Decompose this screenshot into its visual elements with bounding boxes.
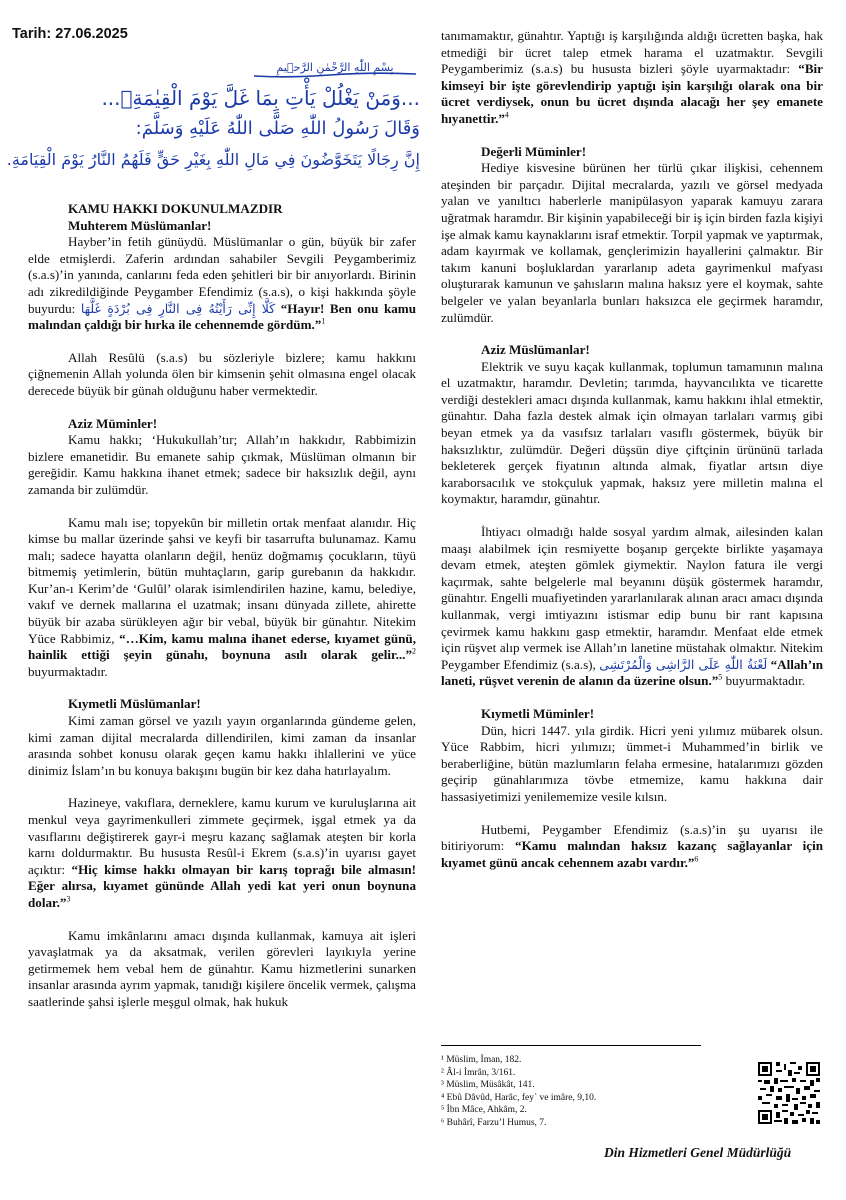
footnote-3: ³ Müslim, Müsâkât, 141. [441,1080,535,1091]
hadith-intro-arabic: وَقَالَ رَسُولُ اللّٰهِ صَلَّى اللّٰهُ عَلَيْهِ وَسَلَّمَ: [135,118,420,139]
qr-code-icon[interactable] [756,1060,822,1126]
footnote-4: ⁴ Ebû Dâvûd, Harâc, fey` ve imâre, 9,10. [441,1092,597,1103]
footnote-ref-1: 1 [321,316,326,326]
basmala-calligraphy [250,56,420,82]
salutation-degerli: Değerli Müminler! [481,143,587,159]
paragraph-8: Hediye kisvesine bürünen her türlü çıkar ilişkisi, cehennem ateşinden bir parçadır. Dijital mecralarda, yazılı ve görsel medyada yalan ve yanıltıcı haberlerle manipülasyon yaparak kamuyu zarara uğratmak haramdır. Bir kişinin yapabileceği bir iş için birden fazla kişiyi işe almak kamu kaynaklarını israf etmektir. Torpil yapmak ve yaptırmak, adam kayırmak ve kollamak, gençlerimizin hayallerini çalmaktır. Bir takım kanuni boşluklardan yararlanıp adeta gayrimenkul mafyası oluşturarak kamunun ve şahısların malına haksız yere el koymak, sahte belgeler ve yalan beyanlarla bunları haksızca ele geçirmek haramdır, zulümdür. [441,160,823,325]
salutation-kiymetli-mu: Kıymetli Müslümanlar! [68,696,201,712]
paragraph-10-end: buyurmaktadır. [722,673,806,689]
paragraph-7: Kamu imkânlarını amacı dışında kullanmak, kamuya ait işleri yavaşlatmak ya da aksatmak, verilen görevleri layıkıyla yerine getirmemek hem vebal hem de günahtır. Kamu hizmetlerini sunarken insanlar arasında ayrım yapmak, tanıdığı kişilere öncelik vermek, çalışma saatlerinde şahsi işlerle meşgul olmak, hak hukuk [28,927,416,1009]
salutation-kiymetli-muminler: Kıymetli Müminler! [481,705,595,721]
footnote-ref-2: 2 [412,646,416,656]
hadith-inline-arabic-2: لَعْنَةُ اللّٰهِ عَلَى الرَّاشِى وَالْمُرْتَشِى [599,656,768,672]
paragraph-6-text: Hazineye, vakıflara, derneklere, kamu kurum ve kuruluşlarına ait menkul veya gayrimenkulleri zimmete geçirmek, işgal etmek ya da vasıflarını değiştirerek gayr-i meşru kazanç sağlamak ateşten bir korla karnı doldurmaktır. Bu hususta Resûl-i Ekrem (s.a.s)’in uyarısı gayet açıktır: [28,795,416,877]
paragraph-11: Dün, hicri 1447. yıla girdik. Hicri yeni yılımız mübarek olsun. Yüce Rabbim, hicri yılımızı; ümmet-i Muhammed’in birlik ve beraberliğine, bütün mazlumların felaha ermesine, hatalarımızı gözden geçirip günahlarımıza tövbe etmemize, kamu hakkına dair hassasiyetimizi yenilememize vesile kılsın. [441,722,823,804]
paragraph-2: Allah Resûlü (s.a.s) bu sözleriyle bizlere; kamu hakkını çiğnemenin Allah yolunda ölen bir kimsenin şehit olmasına engel olacak derecede büyük bir günah olduğunu haber vermektedir. [28,349,416,398]
footnote-6: ⁶ Buhârî, Farzu’l Humus, 7. [441,1117,547,1128]
paragraph-7-continued [441,28,823,128]
paragraph-5: Kimi zaman görsel ve yazılı yayın organlarında gündeme gelen, kimi zaman dijital mecralarda dillendirilen, kimi zaman da insanlar arasında sohbet konusu olarak geçen kamu hakkı ihlallerini ve yüce dinimiz İslam’ın bu konuya bakışını bugün bir kez daha hatırlayalım. [28,713,416,778]
footnote-ref-5: 5 [718,673,723,683]
hadith-quote-4: “Bir kimseyi bir işte görevlendirip yaptığı işin karşılığı olarak ona bir ücret verdiysek, onun bu ücret dışında alacağı her şey emanete hıyanettir.” [441,61,823,126]
footnote-ref-3: 3 [66,894,71,904]
paragraph-10-text: İhtiyacı olmadığı halde sosyal yardım almak, ailesinden kalan maaşı alabilmek için resmiyette boşanıp gerçekte birlikte yaşamaya devam etmek, ateşten gömlek giymektir. Naylon fatura ile vergi kaçırmak, sahte belgelerle mal beyanını düşük göstermek haramdır, günahtır. Engelli muafiyetinden yararlanılarak alınan aracı amacı dışında kullanmak, vergi imtiyazını istismar edip bunu bir rant kapısına çevirmek kamu hakkını gasp etmektir, haramdır. Menfaat elde etmek için rüşvet alıp vermek ise Allah’ın lanetine müstahak olmaktır. Nitekim Peygamber Efendimiz (s.a.s), [441,524,823,672]
paragraph-6 [28,795,416,911]
paragraph-4-end: buyurmaktadır. [28,663,108,679]
basmala-text: بِسْمِ اللّٰهِ الرَّحْمٰنِ الرَّح۪يمِ [276,61,394,74]
salutation-muhterem: Muhterem Müslümanlar! [68,217,212,233]
footnote-ref-6: 6 [694,854,699,864]
salutation-aziz-mu: Aziz Müminler! [68,415,158,431]
hadith-inline-arabic-1: كَلَّا إِنِّى رَأَيْتُهُ فِى النَّارِ فِى بُرْدَةٍ غَلَّهَا [80,300,276,316]
right-column [441,28,823,871]
hadith-arabic: إِنَّ رِجَالًا يَتَخَوَّضُونَ فِي مَالِ اللّٰهِ بِغَيْرِ حَقٍّ فَلَهُمُ النَّارُ يَوْمَ الْقِيَامَةِ. [6,150,420,169]
verse-arabic: ...وَمَنْ يَغْلُلْ يَأْتِ بِمَا غَلَّ يَوْمَ الْقِيٰمَةِۚ... [101,86,420,110]
footnote-1: ¹ Müslim, İman, 182. [441,1055,522,1065]
hadith-quote-1: “Hayır! Ben onu kamu malından çaldığı bir hırka ile cehennemde gördüm.” [28,300,416,333]
hadith-quote-5: “Allah’ın laneti, rüşvet verenin de alanın da üzerine olsun.” [441,656,823,689]
paragraph-4-text: Kamu malı ise; topyekûn bir milletin ortak menfaat alanıdır. Hiç kimse bu mallar üzerinde şahsi ve keyfi bir tasarrufta bulunamaz. Kamu malı; sadece hayatta olanların değil, henüz doğmamış çocukların, tüyü bitmemiş yetimlerin, bütün muhtaçların, garip gurebanın da hakkıdır. Kur’an-ı Kerim’de ‘Gulûl’ olarak isimlendirilen hazine, kamu, belediye, vakıf ve dernek mallarına el uzatmak; insanı dünyada zillete, ahirette büyük bir azaba sürükleyen ağır bir vebal, büyük bir günahtır. Nitekim Yüce Rabbimiz, [28,514,416,646]
paragraph-9: Elektrik ve suyu kaçak kullanmak, toplumun tamamının malına el uzatmaktır, haramdır. Devletin; tarımda, hayvancılıkta ve ticarette verdiği destekleri amacı dışında kullanmak, kamu hakkını ihlal etmektir, günahtır. Daha fazla destek almak için olmayan tarlaları varmış gibi beyan etmek ya da vasıfsız tarlaları vasıflı göstermek, büyük bir haksızlıktır, zulümdür. Değeri düşsün diye çiftçinin ürününü tarlada bekleterek gerçek fiyatının altında almak, fiyatlar artsın diye karaborsacılık ve stokçuluk yapmak, haksız yere milletin malına el koymaktır, haramdır, günahtır. [441,358,823,507]
footnote-2: ² Âl-i İmrân, 3/161. [441,1067,516,1078]
paragraph-10 [441,524,823,690]
date-label: Tarih: 27.06.2025 [12,26,128,42]
left-column [28,201,416,1011]
paragraph-3: Kamu hakkı; ‘Hukukullah’tır; Allah’ın hakkıdır, Rabbimizin bizlere emanetidir. Bu emanete sahip çıkmak, Müslüman olmanın bir gereğidir. Kamu hakkına ihanet etmek; sadece bir haksızlık değil, aynı zamanda bir zulümdür. [28,432,416,497]
verse-quote: “…Kim, kamu malına ihanet ederse, kıyamet günü, hainlik ettiği şeyin günahı, boynuna asılı olarak gelir...” [28,630,416,663]
sermon-title: KAMU HAKKI DOKUNULMAZDIR [68,201,283,216]
footnotes [441,1045,701,1130]
paragraph-1-text: Hayber’in fetih günüydü. Müslümanlar o gün, büyük bir zafer elde etmişlerdi. Zaferin ardından sahabiler Sevgili Peygamberimiz (s.a.s)’in yanında, canlarını feda eden şehitleri bir bir anıyorlardı. Birinin adı zikredildiğinde Peygamber Efendimiz (s.a.s), o kişi hakkında şöyle buyurdu: [28,234,416,316]
signature: Din Hizmetleri Genel Müdürlüğü [604,1145,792,1160]
paragraph-1 [28,234,416,334]
paragraph-12-text: Hutbemi, Peygamber Efendimiz (s.a.s)’in şu uyarısı ile bitiriyorum: [441,821,823,854]
footnote-ref-4: 4 [504,110,509,120]
paragraph-4 [28,515,416,681]
footnote-5: ⁵ İbn Mâce, Ahkâm, 2. [441,1105,527,1116]
paragraph-7-cont-text: tanımamaktır, günahtır. Yaptığı iş karşılığında aldığı ücretten başka, hak etmediği bir ücret talep etmek harama el uzatmaktır. Sevgili Peygamberimiz (s.a.s) bu hususta bizleri şöyle uyarmaktadır: [441,28,823,77]
paragraph-12 [441,822,823,872]
hadith-quote-6: “Kamu malından haksız kazanç sağlayanlar için kıyamet günü ancak cehennem azabı vardır.” [441,838,823,870]
hadith-quote-3: “Hiç kimse hakkı olmayan bir karış toprağı bile almasın! Eğer alırsa, kıyamet gününde Allah yedi kat yeri onun boynuna dolar.” [28,861,417,910]
salutation-aziz-muslumanlar: Aziz Müslümanlar! [481,342,590,358]
